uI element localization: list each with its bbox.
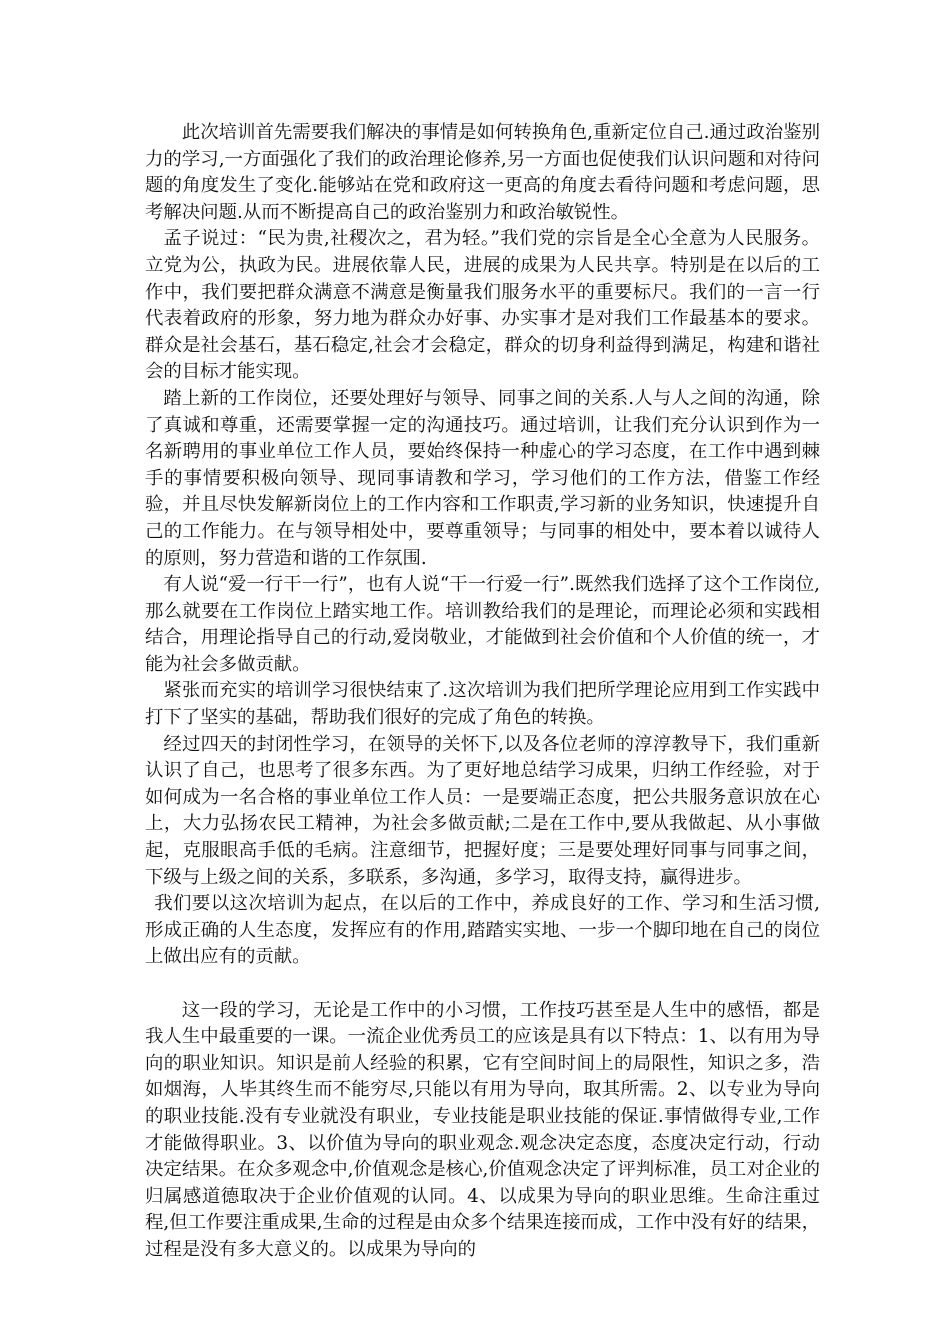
paragraph-training-end: 紧张而充实的培训学习很快结束了.这次培训为我们把所学理论应用到工作实践中打下了坚实的基础，帮助我们很好的完成了角色的转换。 [145,680,820,729]
paragraph-four-days-study: 经过四天的封闭性学习，在领导的关怀下,以及各位老师的淳淳教导下，我们重新认识了自己，也思考了很多东西。为了更好地总结学习成果，归纳工作经验，对于如何成为一名合格的事业单位工作人员：一是要端正态度，把公共服务意识放在心上，大力弘扬农民工精神，为社会多做贡献;二是在工作中,要从我做起、从小事做起，克服眼高手低的毛病。注意细节，把握好度；三是要处理好同事与同事之间，下级与上级之间的关系，多联系，多沟通，多学习，取得支持，赢得进步。 [145,733,820,888]
paragraph-serve-people: 孟子说过：“民为贵,社稷次之，君为轻。”我们党的宗旨是全心全意为人民服务。立党为公，执政为民。进展依靠人民，进展的成果为人民共享。特别是在以后的工作中，我们要把群众满意不满意是衡量我们服务水平的重要标尺。我们的一言一行代表着政府的形象，努力地为群众办好事、办实事才是对我们工作最基本的要求。群众是社会基石，基石稳定,社会才会稳定，群众的切身利益得到满足，构建和谐社会的目标才能实现。 [145,228,820,383]
paragraph-love-your-job: 有人说“爱一行干一行”，也有人说“干一行爱一行”.既然我们选择了这个工作岗位,那么就要在工作岗位上踏实地工作。培训教给我们的是理论，而理论必须和实践相结合，用理论指导自己的行动,爱岗敬业，才能做到社会价值和个人价值的统一，才能为社会多做贡献。 [145,574,820,675]
paragraph-spacer [145,971,820,998]
paragraph-starting-point: 我们要以这次培训为起点，在以后的工作中，养成良好的工作、学习和生活习惯,形成正确的人生态度，发挥应有的作用,踏踏实实地、一步一个脚印地在自己的岗位上做出应有的贡献。 [145,893,820,968]
paragraph-life-lesson: 这一段的学习，无论是工作中的小习惯，工作技巧甚至是人生中的感悟，都是我人生中最重要的一课。一流企业优秀员工的应该是具有以下特点：1、以有用为导向的职业知识。知识是前人经验的积累，它有空间时间上的局限性，知识之多，浩如烟海，人毕其终生而不能穷尽,只能以有用为导向，取其所需。2、以专业为导向的职业技能.没有专业就没有职业，专业技能是职业技能的保证.事情做得专业,工作才能做得职业。3、以价值为导向的职业观念.观念决定态度，态度决定行动，行动决定结果。在众多观念中,价值观念是核心,价值观念决定了评判标准，员工对企业的归属感道德取决于企业价值观的认同。4、以成果为导向的职业思维。生命注重过程,但工作要注重成果,生命的过程是由众多个结果连接而成，工作中没有好的结果，过程是没有多大意义的。以成果为导向的 [145,999,820,1260]
paragraph-role-transition: 此次培训首先需要我们解决的事情是如何转换角色,重新定位自己.通过政治鉴别力的学习,一方面强化了我们的政治理论修养,另一方面也促使我们认识问题和对待问题的角度发生了变化.能够站在党和政府这一更高的角度去看待问题和考虑问题，思考解决问题.从而不断提高自己的政治鉴别力和政治敏锐性。 [145,122,820,223]
paragraph-workplace-relations: 踏上新的工作岗位，还要处理好与领导、同事之间的关系.人与人之间的沟通，除了真诚和尊重，还需要掌握一定的沟通技巧。通过培训，让我们充分认识到作为一名新聘用的事业单位工作人员，要始终保持一种虚心的学习态度，在工作中遇到棘手的事情要积极向领导、现同事请教和学习，学习他们的工作方法，借鉴工作经验，并且尽快发解新岗位上的工作内容和工作职责,学习新的业务知识，快速提升自己的工作能力。在与领导相处中，要尊重领导；与同事的相处中，要本着以诚待人的原则，努力营造和谐的工作氛围. [145,387,820,569]
document-body [145,120,820,1264]
